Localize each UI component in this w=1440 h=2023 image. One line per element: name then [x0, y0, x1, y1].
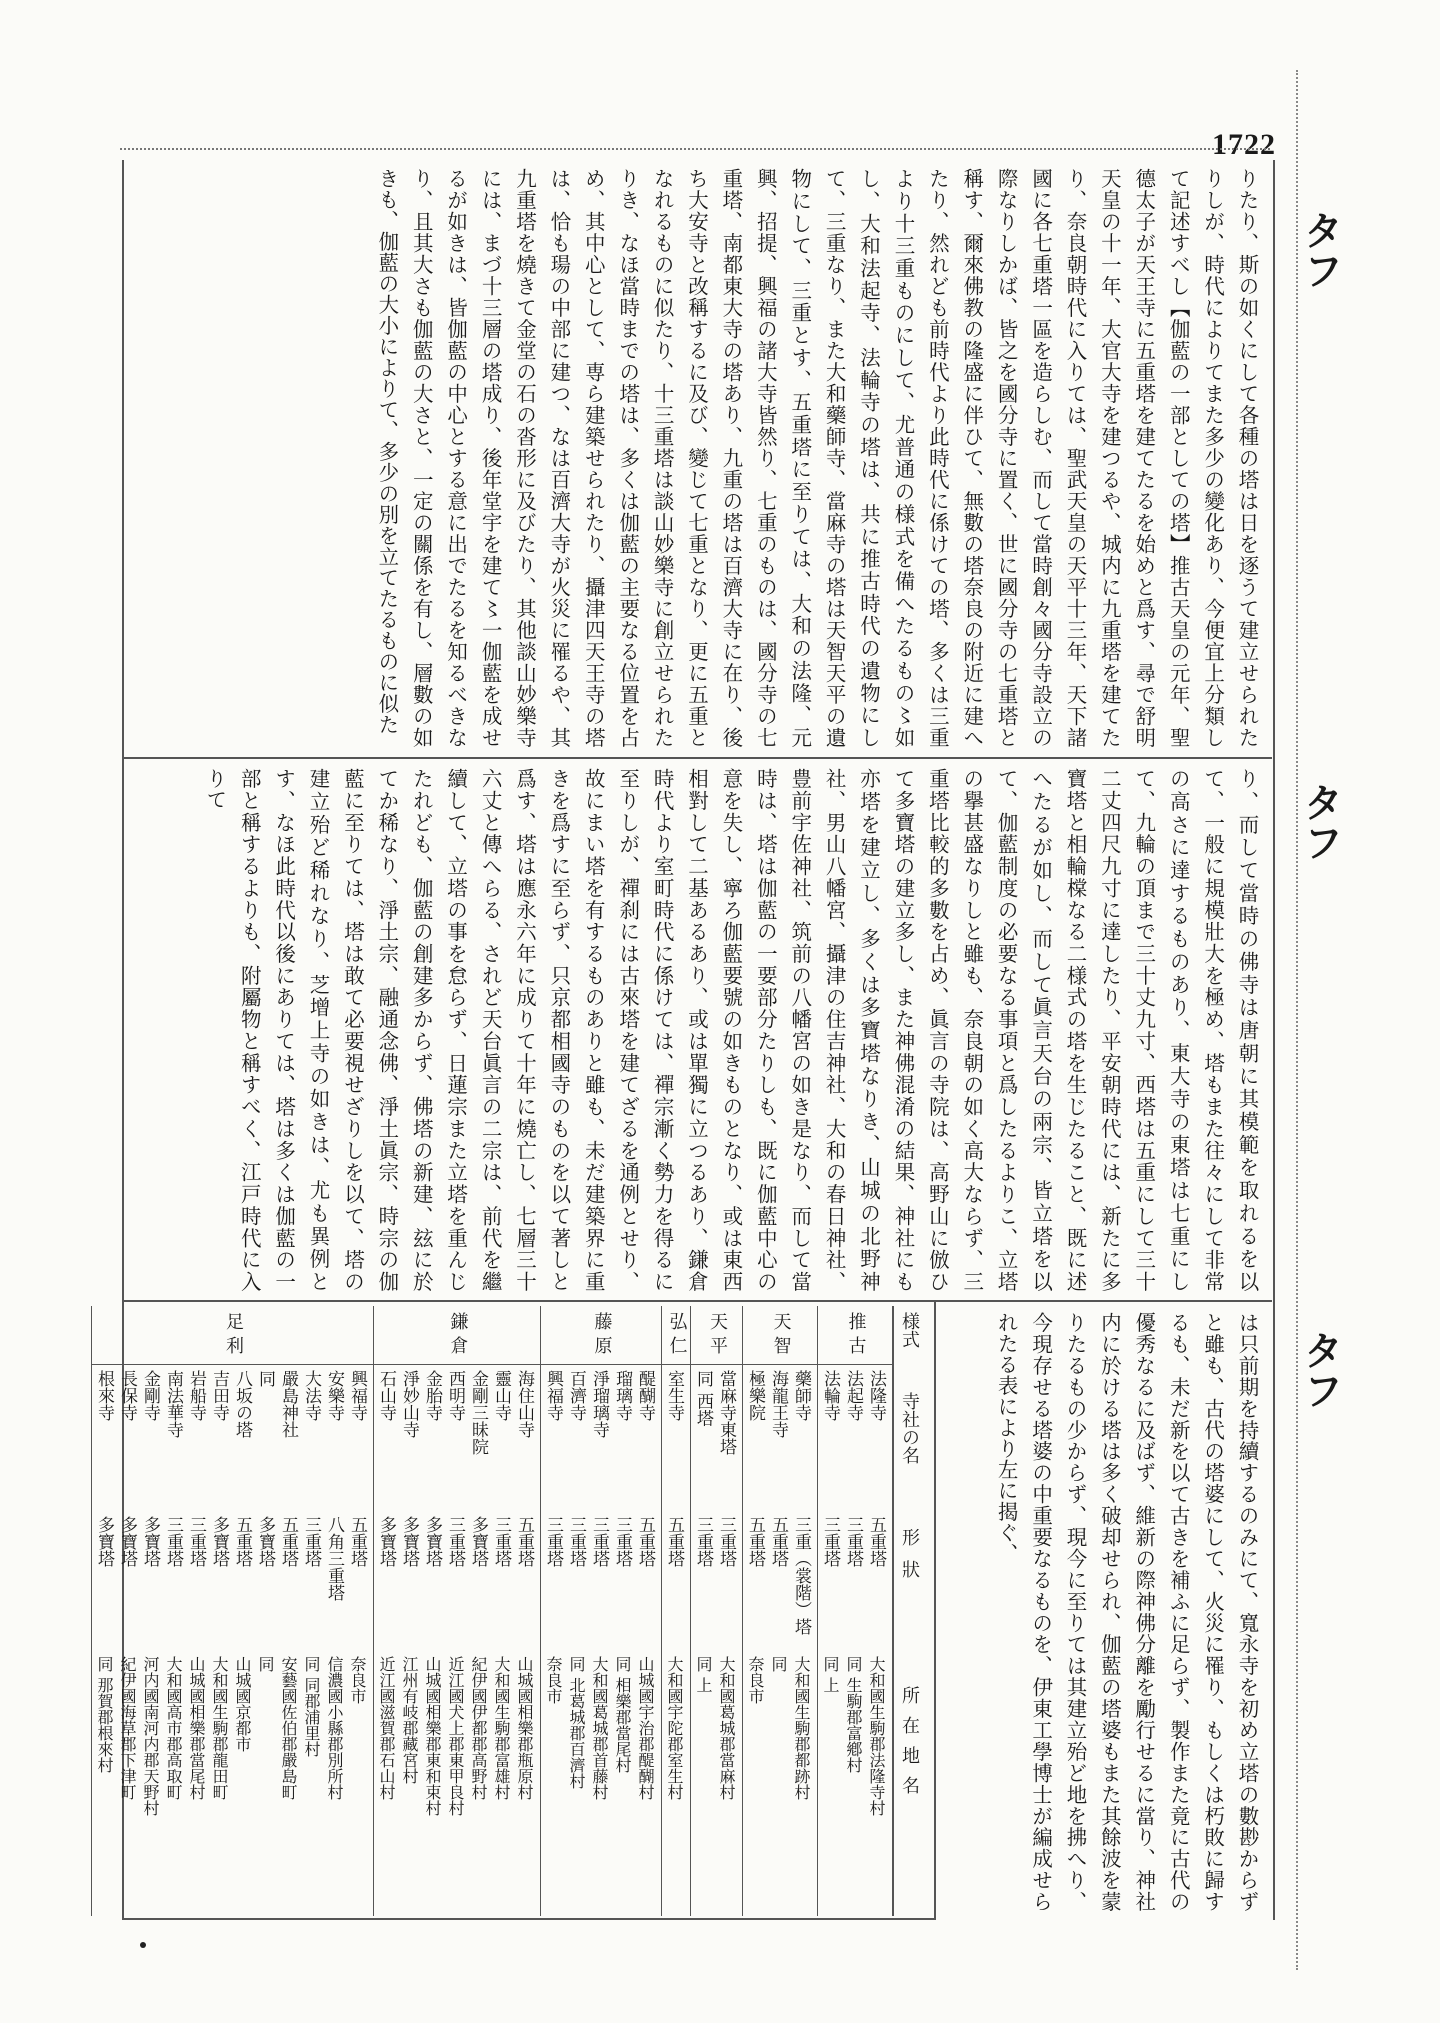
era-group-divider — [540, 1306, 541, 1916]
table-cell-temple: 大法寺 — [301, 1370, 321, 1421]
paragraph-bottom: は只前期を持續するのみにて、寬永寺を初め立塔の數尠からずと雖も、古代の塔婆にして、火災に罹り、もしくは朽敗に歸するも、未だ新を以て古きを補ふに足らず、製作また竟に古代の優秀なるに及ばず、維新の際神佛分離を勵行せるに當り、神社内に於ける塔は多く破却せられ、伽藍の塔婆もまた其餘波を蒙りたるもの少からず、現今に至りては其建立殆ど地を拂へり、今現存せる塔婆の中重要なるものを、伊東工學博士が編成せられたる表により左に揭ぐ、 — [994, 1312, 1259, 1912]
table-cell-location: 近江國滋賀郡石山村 — [377, 1656, 396, 1800]
table-cell-form: 五重塔 — [745, 1516, 765, 1567]
frame-right — [1273, 160, 1275, 1920]
table-cell-location: 山城國相樂郡當尾村 — [187, 1656, 206, 1800]
table-cell-temple: 瑠璃寺 — [612, 1370, 632, 1421]
table-cell-location: 同 北葛城郡百濟村 — [567, 1656, 586, 1790]
table-cell-form: 多寶塔 — [255, 1516, 275, 1567]
table-cell-form: 多寶塔 — [422, 1516, 442, 1567]
table-cell-location: 大和國生駒郡法隆寺村 — [867, 1656, 886, 1816]
table-cell-temple: 法隆寺 — [866, 1370, 886, 1421]
table-cell-location: 江州有岐郡藏宮村 — [400, 1656, 419, 1784]
table-cell-form: 五重塔 — [866, 1516, 886, 1567]
running-head-2: タフ — [1297, 782, 1344, 862]
table-cell-location: 山城國相樂郡東和束村 — [423, 1656, 442, 1816]
era-label: 天平 — [707, 1312, 728, 1360]
table-cell-form: 三重塔 — [186, 1516, 206, 1567]
table-cell-location: 大和國葛城郡當麻村 — [717, 1656, 736, 1800]
table-cell-temple: 金剛寺 — [140, 1370, 160, 1421]
header-temple: 寺社の名 — [899, 1392, 920, 1464]
era-band-rule — [817, 1364, 892, 1365]
paragraph-top: りたり、斯の如くにして各種の塔は日を逐うて建立せられたりしが、時代によりてまた多少の變化あり、今便宜上分類して記述すべし【伽藍の一部としての塔】推古天皇の元年、聖德太子が天王寺に五重塔を建てたるを始めと爲す、尋で舒明天皇の十一年、大官大寺を建つるや、城内に九重塔を建てたり、奈良朝時代に入りては、聖武天皇の天平十三年、天下諸國に各七重塔一區を造らしむ、而して當時創々國分寺設立の際なりしかば、皆之を國分寺に置く、世に國分寺の七重塔と稱す、爾來佛教の隆盛に伴ひて、無數の塔奈良の附近に建へたり、然れども前時代より此時代に係けての塔、多くは三重より十三重ものにして、尤普通の様式を備へたるもの〻如し、大和法起寺、法輪寺の塔は、共に推古時代の遺物にして、三重なり、また大和藥師寺、當麻寺の塔は天智天平の遺物にして、三重とす、五重塔に至りては、大和の法隆、元興、招提、興福の諸大寺皆然り、七重のものは、國分寺の七重塔、南都東大寺の塔あり、九重の塔は百濟大寺に在り、後ち大安寺と改稱するに及び、變じて七重となり、更に五重となれるものに似たり、十三重塔は談山妙樂寺に創立せられたりき、なほ當時までの塔は、多くは伽藍の主要なる位置を占め、其中心として、専ら建築せられたり、攝津四天王寺の塔は、恰も瑒の中部に建つ、なは百濟大寺が火災に罹るや、其九重塔を燒きて金堂の石の沓形に及びたり、其他談山妙樂寺には、まづ十三層の塔成り、後年堂宇を建て〻一伽藍を成せるが如きは、皆伽藍の中心とする意に出でたるを知るべきなり、且其大さも伽藍の大さと、一定の關係を有し、層數の如きも、伽藍の大小によりて、多少の別を立てたるものに似た — [374, 168, 1259, 748]
table-cell-temple: 淨妙山寺 — [399, 1370, 419, 1438]
table-cell-location: 安藝國佐伯郡嚴島町 — [279, 1656, 298, 1800]
era-group-divider — [690, 1306, 691, 1916]
table-cell-location: 紀伊國海草郡下津町 — [118, 1656, 137, 1800]
table-cell-temple: 八坂の塔 — [232, 1370, 252, 1438]
era-label: 足利 — [223, 1312, 244, 1360]
table-cell-location: 河内國南河内郡天野村 — [141, 1656, 160, 1816]
table-cell-form: 三重塔 — [843, 1516, 863, 1567]
table-cell-form: 五重塔 — [232, 1516, 252, 1567]
table-cell-temple: 室生寺 — [664, 1370, 684, 1421]
table-cell-form: 三重塔 — [491, 1516, 511, 1567]
table-cell-form: 五重塔 — [278, 1516, 298, 1567]
table-cell-temple: 淨瑠璃寺 — [589, 1370, 609, 1438]
table-cell-location: 大和國生駒郡富雄村 — [492, 1656, 511, 1800]
era-group-divider — [91, 1306, 92, 1916]
table-cell-temple: 醍醐寺 — [635, 1370, 655, 1421]
table-cell-location: 同 那賀郡根來村 — [95, 1656, 114, 1774]
table-cell-location: 大和國高市郡高取町 — [164, 1656, 183, 1800]
table-cell-location: 同 — [769, 1656, 788, 1672]
table-cell-location: 同 生駒郡富鄕村 — [844, 1656, 863, 1774]
table-cell-form: 三重塔 — [693, 1516, 713, 1567]
table-cell-temple: 海住山寺 — [514, 1370, 534, 1438]
table-cell-temple: 藥師寺 — [791, 1370, 811, 1421]
era-group-divider — [661, 1306, 662, 1916]
table-cell-temple: 同 — [255, 1370, 275, 1387]
table-cell-form: 五重塔 — [768, 1516, 788, 1567]
table-cell-temple: 嚴島神社 — [278, 1370, 298, 1438]
body-text-bottom — [940, 1312, 1264, 1912]
table-cell-location: 奈良市 — [544, 1656, 563, 1704]
era-group-divider — [742, 1306, 743, 1916]
header-location: 所在地名 — [899, 1686, 920, 1806]
table-cell-form: 多寶塔 — [399, 1516, 419, 1567]
table-cell-form: 五重塔 — [664, 1516, 684, 1567]
table-cell-temple: 興福寺 — [543, 1370, 563, 1421]
pagoda-table — [94, 1306, 932, 1916]
era-band-rule — [373, 1364, 540, 1365]
table-cell-form: 五重塔 — [347, 1516, 367, 1567]
era-label: 鎌倉 — [447, 1312, 469, 1360]
table-cell-temple: 金剛三昧院 — [468, 1370, 488, 1455]
table-cell-temple: 當麻寺東塔 — [716, 1370, 736, 1455]
table-cell-form: 三重塔 — [589, 1516, 609, 1567]
table-cell-form: 三重塔 — [716, 1516, 736, 1567]
body-text-top — [132, 168, 1264, 748]
table-cell-form: 三重塔 — [612, 1516, 632, 1567]
table-cell-temple: 極樂院 — [745, 1370, 765, 1421]
table-cell-form: 多寶塔 — [209, 1516, 229, 1567]
table-cell-location: 同 上 — [694, 1656, 713, 1694]
running-head-1: タフ — [1297, 210, 1344, 290]
header-rule — [120, 148, 1270, 150]
table-cell-form: 五重塔 — [514, 1516, 534, 1567]
era-label: 推古 — [845, 1312, 867, 1360]
table-cell-form: 三重塔 — [820, 1516, 840, 1567]
header-era: 様式 — [899, 1312, 920, 1348]
section-divider-2 — [124, 1300, 1272, 1302]
era-group-divider — [817, 1306, 818, 1916]
table-cell-temple: 百濟寺 — [566, 1370, 586, 1421]
era-label: 弘仁 — [666, 1312, 688, 1360]
table-cell-temple: 長保寺 — [117, 1370, 137, 1421]
table-cell-location: 同 上 — [821, 1656, 840, 1694]
body-text-middle — [132, 768, 1264, 1292]
table-cell-temple: 吉田寺 — [209, 1370, 229, 1421]
running-head-3: タフ — [1297, 1330, 1344, 1410]
table-cell-form: 三重塔 — [163, 1516, 183, 1567]
table-header-divider — [892, 1306, 894, 1916]
table-cell-temple: 海龍王寺 — [768, 1370, 788, 1438]
era-group-divider — [373, 1306, 374, 1916]
table-cell-temple: 南法華寺 — [163, 1370, 183, 1438]
table-cell-location: 大和國宇陀郡室生村 — [665, 1656, 684, 1800]
table-cell-location: 信濃國小縣郡別所村 — [325, 1656, 344, 1800]
era-label: 天智 — [770, 1312, 792, 1360]
table-bottom-border — [124, 1918, 936, 1920]
table-cell-form: 三重塔 — [445, 1516, 465, 1567]
table-right-border — [934, 1302, 936, 1918]
era-band-rule — [690, 1364, 742, 1365]
table-cell-temple: 金胎寺 — [422, 1370, 442, 1421]
era-band-rule — [540, 1364, 661, 1365]
table-cell-temple: 岩船寺 — [186, 1370, 206, 1421]
table-cell-temple: 石山寺 — [376, 1370, 396, 1421]
table-cell-form: 三重塔 — [566, 1516, 586, 1567]
table-cell-temple: 靈山寺 — [491, 1370, 511, 1421]
table-cell-location: 奈良市 — [348, 1656, 367, 1704]
table-cell-form: 多寶塔 — [117, 1516, 137, 1567]
table-cell-location: 山城國宇治郡醍醐村 — [636, 1656, 655, 1800]
table-cell-location: 同 — [256, 1656, 275, 1672]
table-cell-form: 五重塔 — [635, 1516, 655, 1567]
era-label: 藤原 — [591, 1312, 613, 1360]
table-cell-location: 大和國生駒郡龍田町 — [210, 1656, 229, 1800]
table-cell-location: 近江國犬上郡東甲良村 — [446, 1656, 465, 1816]
page-number: 1722 — [1212, 128, 1276, 161]
table-cell-temple: 安樂寺 — [324, 1370, 344, 1421]
section-divider-1 — [124, 757, 1272, 759]
table-cell-form: 多寶塔 — [140, 1516, 160, 1567]
table-cell-form: 多寶塔 — [94, 1516, 114, 1567]
table-cell-temple: 根來寺 — [94, 1370, 114, 1421]
table-cell-form: 三重（裳階）塔 — [791, 1516, 811, 1635]
stray-mark — [140, 1942, 146, 1948]
table-cell-form: 八角三重塔 — [324, 1516, 344, 1601]
table-cell-location: 奈良市 — [746, 1656, 765, 1704]
era-band-rule — [742, 1364, 817, 1365]
table-cell-form: 多寶塔 — [376, 1516, 396, 1567]
table-cell-location: 山城國京都市 — [233, 1656, 252, 1752]
era-band-rule — [661, 1364, 690, 1365]
table-cell-temple: 西明寺 — [445, 1370, 465, 1421]
table-cell-location: 同 同郡浦里村 — [302, 1656, 321, 1758]
table-cell-form: 多寶塔 — [468, 1516, 488, 1567]
table-cell-temple: 法起寺 — [843, 1370, 863, 1421]
table-cell-temple: 興福寺 — [347, 1370, 367, 1421]
table-cell-location: 同 相樂郡當尾村 — [613, 1656, 632, 1774]
table-cell-location: 大和國葛城郡首藤村 — [590, 1656, 609, 1800]
paragraph-middle: り、而して當時の佛寺は唐朝に其模範を取れるを以て、一般に規模壯大を極め、塔もまた往々にして非常の高さに達するものあり、東大寺の東塔は七重にして、九輪の頂まで三十丈九寸、西塔は五重にして三十二丈四尺九寸に達したり、平安朝時代には、新たに多寶塔と相輪橖なる二様式の塔を生じたること、既に述へたるが如し、而して眞言天台の兩宗、皆立塔を以て、伽藍制度の必要なる事項と爲したるよりこ、立塔の擧甚盛なりしと雖も、奈良朝の如く高大ならず、三重塔比較的多數を占め、眞言の寺院は、高野山に倣ひて多寶塔の建立多し、また神佛混淆の結果、神社にも亦塔を建立し、多くは多寶塔なりき、山城の北野神社、男山八幡宮、攝津の住吉神社、大和の春日神社、豊前宇佐神社、筑前の八幡宮の如き是なり、而して當時は、塔は伽藍の一要部分たりしも、既に伽藍中心の意を失し、寧ろ伽藍要號の如きものとなり、或は東西相對して二基あるあり、或は單獨に立つるあり、鎌倉時代より室町時代に係けては、禪宗漸く勢力を得るに至りしが、禪刹には古來塔を建てざるを通例とせり、故にまい塔を有するものありと雖も、未だ建築界に重きを爲すに至らず、只京都相國寺のものを以て著しと爲す、塔は應永六年に成りて十年に燒亡し、七層三十六丈と傳へらる、されど天台眞言の二宗は、前代を繼續して、立塔の事を怠らず、日蓮宗また立塔を重んじたれども、伽藍の創建多からず、佛塔の新建、玆に於てか稀なり、淨土宗、融通念佛、淨土眞宗、時宗の伽藍に至りては、塔は敢て必要視せざりしを以て、塔の建立殆ど稀れなり、芝增上寺の如きは、尤も異例とす、なほ此時代以後にありては、塔は多くは伽藍の一部と稱するよりも、附屬物と稱すべく、江戸時代に入りて — [202, 768, 1259, 1292]
header-form: 形狀 — [899, 1528, 920, 1592]
margin-rule — [1296, 70, 1298, 1970]
table-cell-form: 三重塔 — [543, 1516, 563, 1567]
table-cell-location: 山城國相樂郡瓶原村 — [515, 1656, 534, 1800]
table-cell-location: 紀伊國伊都郡高野村 — [469, 1656, 488, 1800]
table-cell-temple: 法輪寺 — [820, 1370, 840, 1421]
table-cell-temple: 同 西塔 — [693, 1370, 713, 1427]
era-band-rule — [91, 1364, 373, 1365]
table-cell-location: 大和國生駒郡都跡村 — [792, 1656, 811, 1800]
table-cell-form: 三重塔 — [301, 1516, 321, 1567]
